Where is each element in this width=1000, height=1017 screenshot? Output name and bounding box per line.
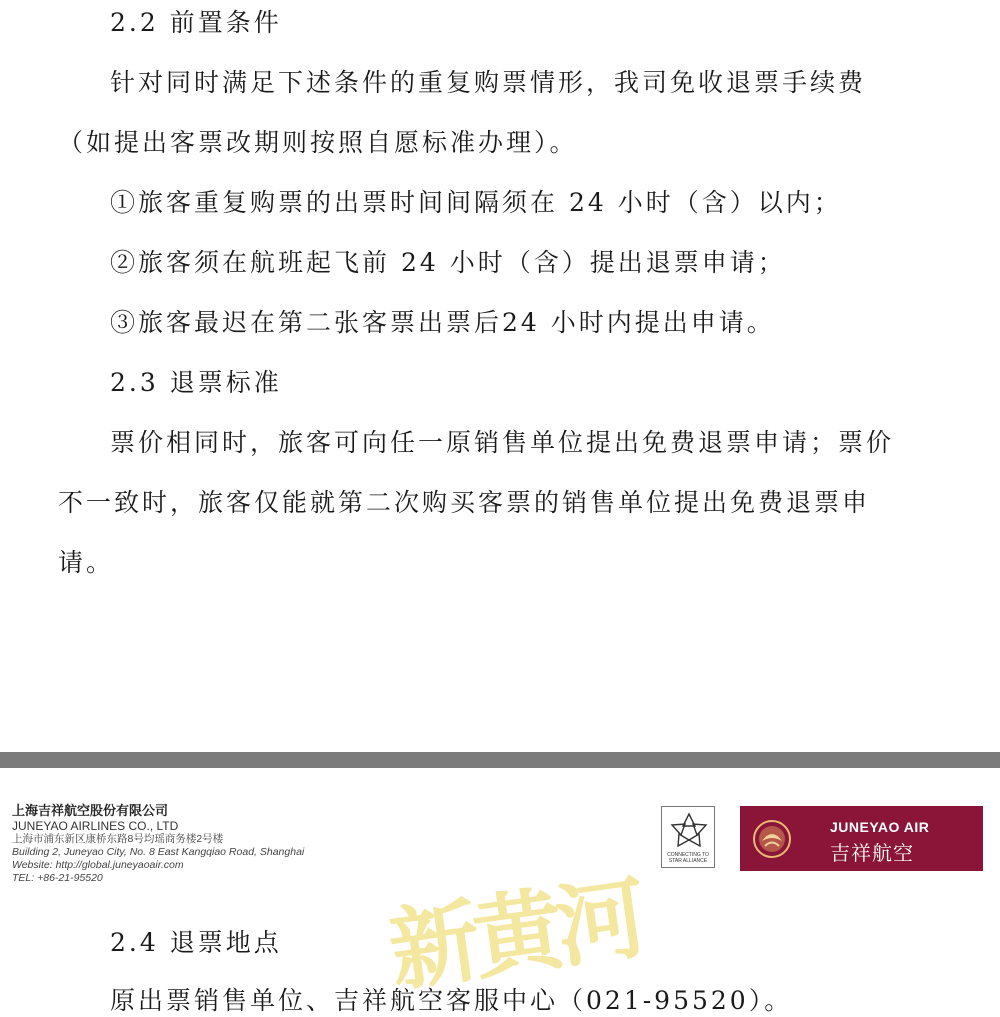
- condition-item-2: ②旅客须在航班起飞前 24 小时（含）提出退票申请；: [110, 248, 786, 277]
- company-address-cn: 上海市浦东新区康桥东路8号均瑶商务楼2号楼: [12, 833, 224, 845]
- company-name-cn: 上海吉祥航空股份有限公司: [12, 803, 169, 818]
- company-name-en: JUNEYAO AIRLINES CO., LTD: [12, 819, 179, 833]
- condition-item-1: ①旅客重复购票的出票时间间隔须在 24 小时（含）以内；: [110, 188, 842, 217]
- brand-name-en: JUNEYAO AIR: [830, 819, 930, 835]
- section-heading-2-4: 2.4 退票地点: [110, 928, 282, 957]
- section-heading-2-2: 2.2 前置条件: [110, 8, 282, 37]
- phoenix-emblem-icon: [752, 819, 792, 859]
- company-tel: TEL: +86-21-95520: [12, 872, 103, 884]
- paragraph-line: 请。: [58, 548, 115, 577]
- section-heading-2-3: 2.3 退票标准: [110, 368, 282, 397]
- paragraph-line: 不一致时，旅客仅能就第二次购买客票的销售单位提出免费退票申: [58, 488, 871, 517]
- brand-name-cn: 吉祥航空: [830, 841, 914, 865]
- page-separator: [0, 752, 1000, 768]
- paragraph-line: （如提出客票改期则按照自愿标准办理）。: [58, 128, 578, 157]
- paragraph-line: 票价相同时，旅客可向任一原销售单位提出免费退票申请；票价: [110, 428, 895, 457]
- star-alliance-logo: [661, 806, 715, 868]
- news-watermark: 新黄河: [382, 864, 648, 1005]
- condition-item-3: ③旅客最迟在第二张客票出票后24 小时内提出申请。: [110, 308, 775, 337]
- company-letterhead: [12, 803, 304, 885]
- paragraph-line: 针对同时满足下述条件的重复购票情形，我司免收退票手续费: [110, 68, 867, 97]
- star-alliance-icon: [666, 811, 712, 851]
- company-address-en: Building 2, Juneyao City, No. 8 East Kangqiao Road, Shanghai: [12, 846, 305, 858]
- juneyao-brand-logo: [740, 806, 983, 871]
- company-website: Website: http://global.juneyaoair.com: [12, 859, 184, 871]
- paragraph-line: 原出票销售单位、吉祥航空客服中心（021-95520）。: [110, 986, 793, 1015]
- star-alliance-caption: CONNECTING TO STAR ALLIANCE: [667, 852, 709, 864]
